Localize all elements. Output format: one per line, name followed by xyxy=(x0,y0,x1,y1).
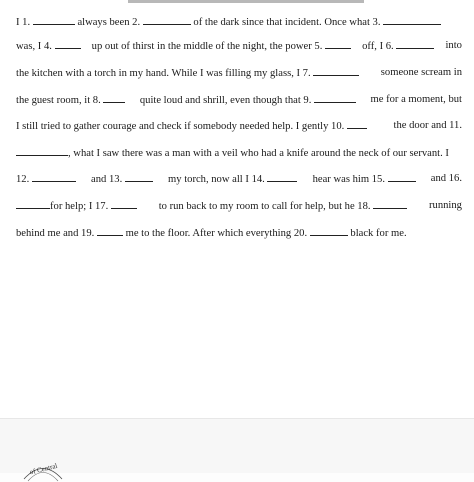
passage-line-6 xyxy=(16,145,462,161)
blank-18[interactable] xyxy=(373,198,407,209)
line-1-segment-2: always been 2. xyxy=(77,17,143,28)
passage-line-5 xyxy=(16,118,462,134)
line-8-segment-3: running xyxy=(429,200,462,211)
line-3-segment-2: someone scream in xyxy=(380,67,462,78)
blank-13[interactable] xyxy=(125,171,153,182)
passage-line-2 xyxy=(16,38,462,54)
institution-seal xyxy=(20,452,66,482)
line-4-segment-2: quite loud and shrill, even though that 9. xyxy=(139,95,315,106)
line-1-segment-3: of the dark since that incident. Once what 3. xyxy=(193,17,384,28)
line-5-segment-1: I still tried to gather courage and check if somebody needed help. I gently 10. xyxy=(16,121,347,132)
blank-10[interactable] xyxy=(347,118,367,129)
line-1-segment-1: I 1. xyxy=(16,17,33,28)
blank-3[interactable] xyxy=(383,14,441,25)
line-2-segment-2: up out of thirst in the middle of the night, the power 5. xyxy=(91,41,325,52)
blank-2[interactable] xyxy=(143,14,191,25)
blank-20[interactable] xyxy=(310,225,348,236)
blank-5[interactable] xyxy=(325,38,351,49)
line-7-segment-1: 12. xyxy=(16,174,32,185)
line-2-segment-1: was, I 4. xyxy=(16,41,55,52)
blank-14[interactable] xyxy=(267,171,297,182)
blank-16[interactable] xyxy=(16,198,50,209)
blank-8[interactable] xyxy=(103,92,125,103)
line-5-segment-2: the door and 11. xyxy=(393,120,462,131)
blank-12[interactable] xyxy=(32,171,76,182)
line-3-segment-1: the kitchen with a torch in my hand. While I was filling my glass, I 7. xyxy=(16,68,314,79)
line-8-segment-1: for help; I 17. xyxy=(50,201,111,212)
line-2-segment-4: into xyxy=(445,40,462,51)
top-rule xyxy=(128,0,364,3)
line-8-segment-2: to run back to my room to call for help, but he 18. xyxy=(158,201,374,212)
line-9-segment-2: me to the floor. After which everything 20. xyxy=(125,228,310,239)
line-7-segment-2: and 13. xyxy=(91,174,125,185)
line-7-segment-5: and 16. xyxy=(430,173,462,184)
blank-15[interactable] xyxy=(388,171,416,182)
line-9-segment-1: behind me and 19. xyxy=(16,228,97,239)
blank-6[interactable] xyxy=(396,38,434,49)
next-page-area xyxy=(0,419,474,473)
passage-line-9 xyxy=(16,225,407,241)
line-9-segment-3: black for me. xyxy=(350,228,407,239)
passage-line-3 xyxy=(16,65,462,81)
line-7-segment-4: hear was him 15. xyxy=(312,174,388,185)
blank-1[interactable] xyxy=(33,14,75,25)
blank-4[interactable] xyxy=(55,38,81,49)
blank-9[interactable] xyxy=(314,92,356,103)
blank-17[interactable] xyxy=(111,198,137,209)
passage-line-8 xyxy=(16,198,462,214)
passage-line-7 xyxy=(16,171,462,187)
passage-line-1 xyxy=(16,14,441,30)
seal-text: of Central xyxy=(28,461,59,477)
blank-7[interactable] xyxy=(313,65,359,76)
blank-19[interactable] xyxy=(97,225,123,236)
line-4-segment-1: the guest room, it 8. xyxy=(16,95,104,106)
line-7-segment-3: my torch, now all I 14. xyxy=(168,174,268,185)
line-2-segment-3: off, I 6. xyxy=(362,41,397,52)
line-4-segment-3: me for a moment, but xyxy=(370,94,462,105)
blank-11[interactable] xyxy=(16,145,68,156)
line-6-segment-1: , what I saw there was a man with a veil who had a knife around the neck of our servant. I xyxy=(68,148,449,159)
passage-line-4 xyxy=(16,92,462,108)
